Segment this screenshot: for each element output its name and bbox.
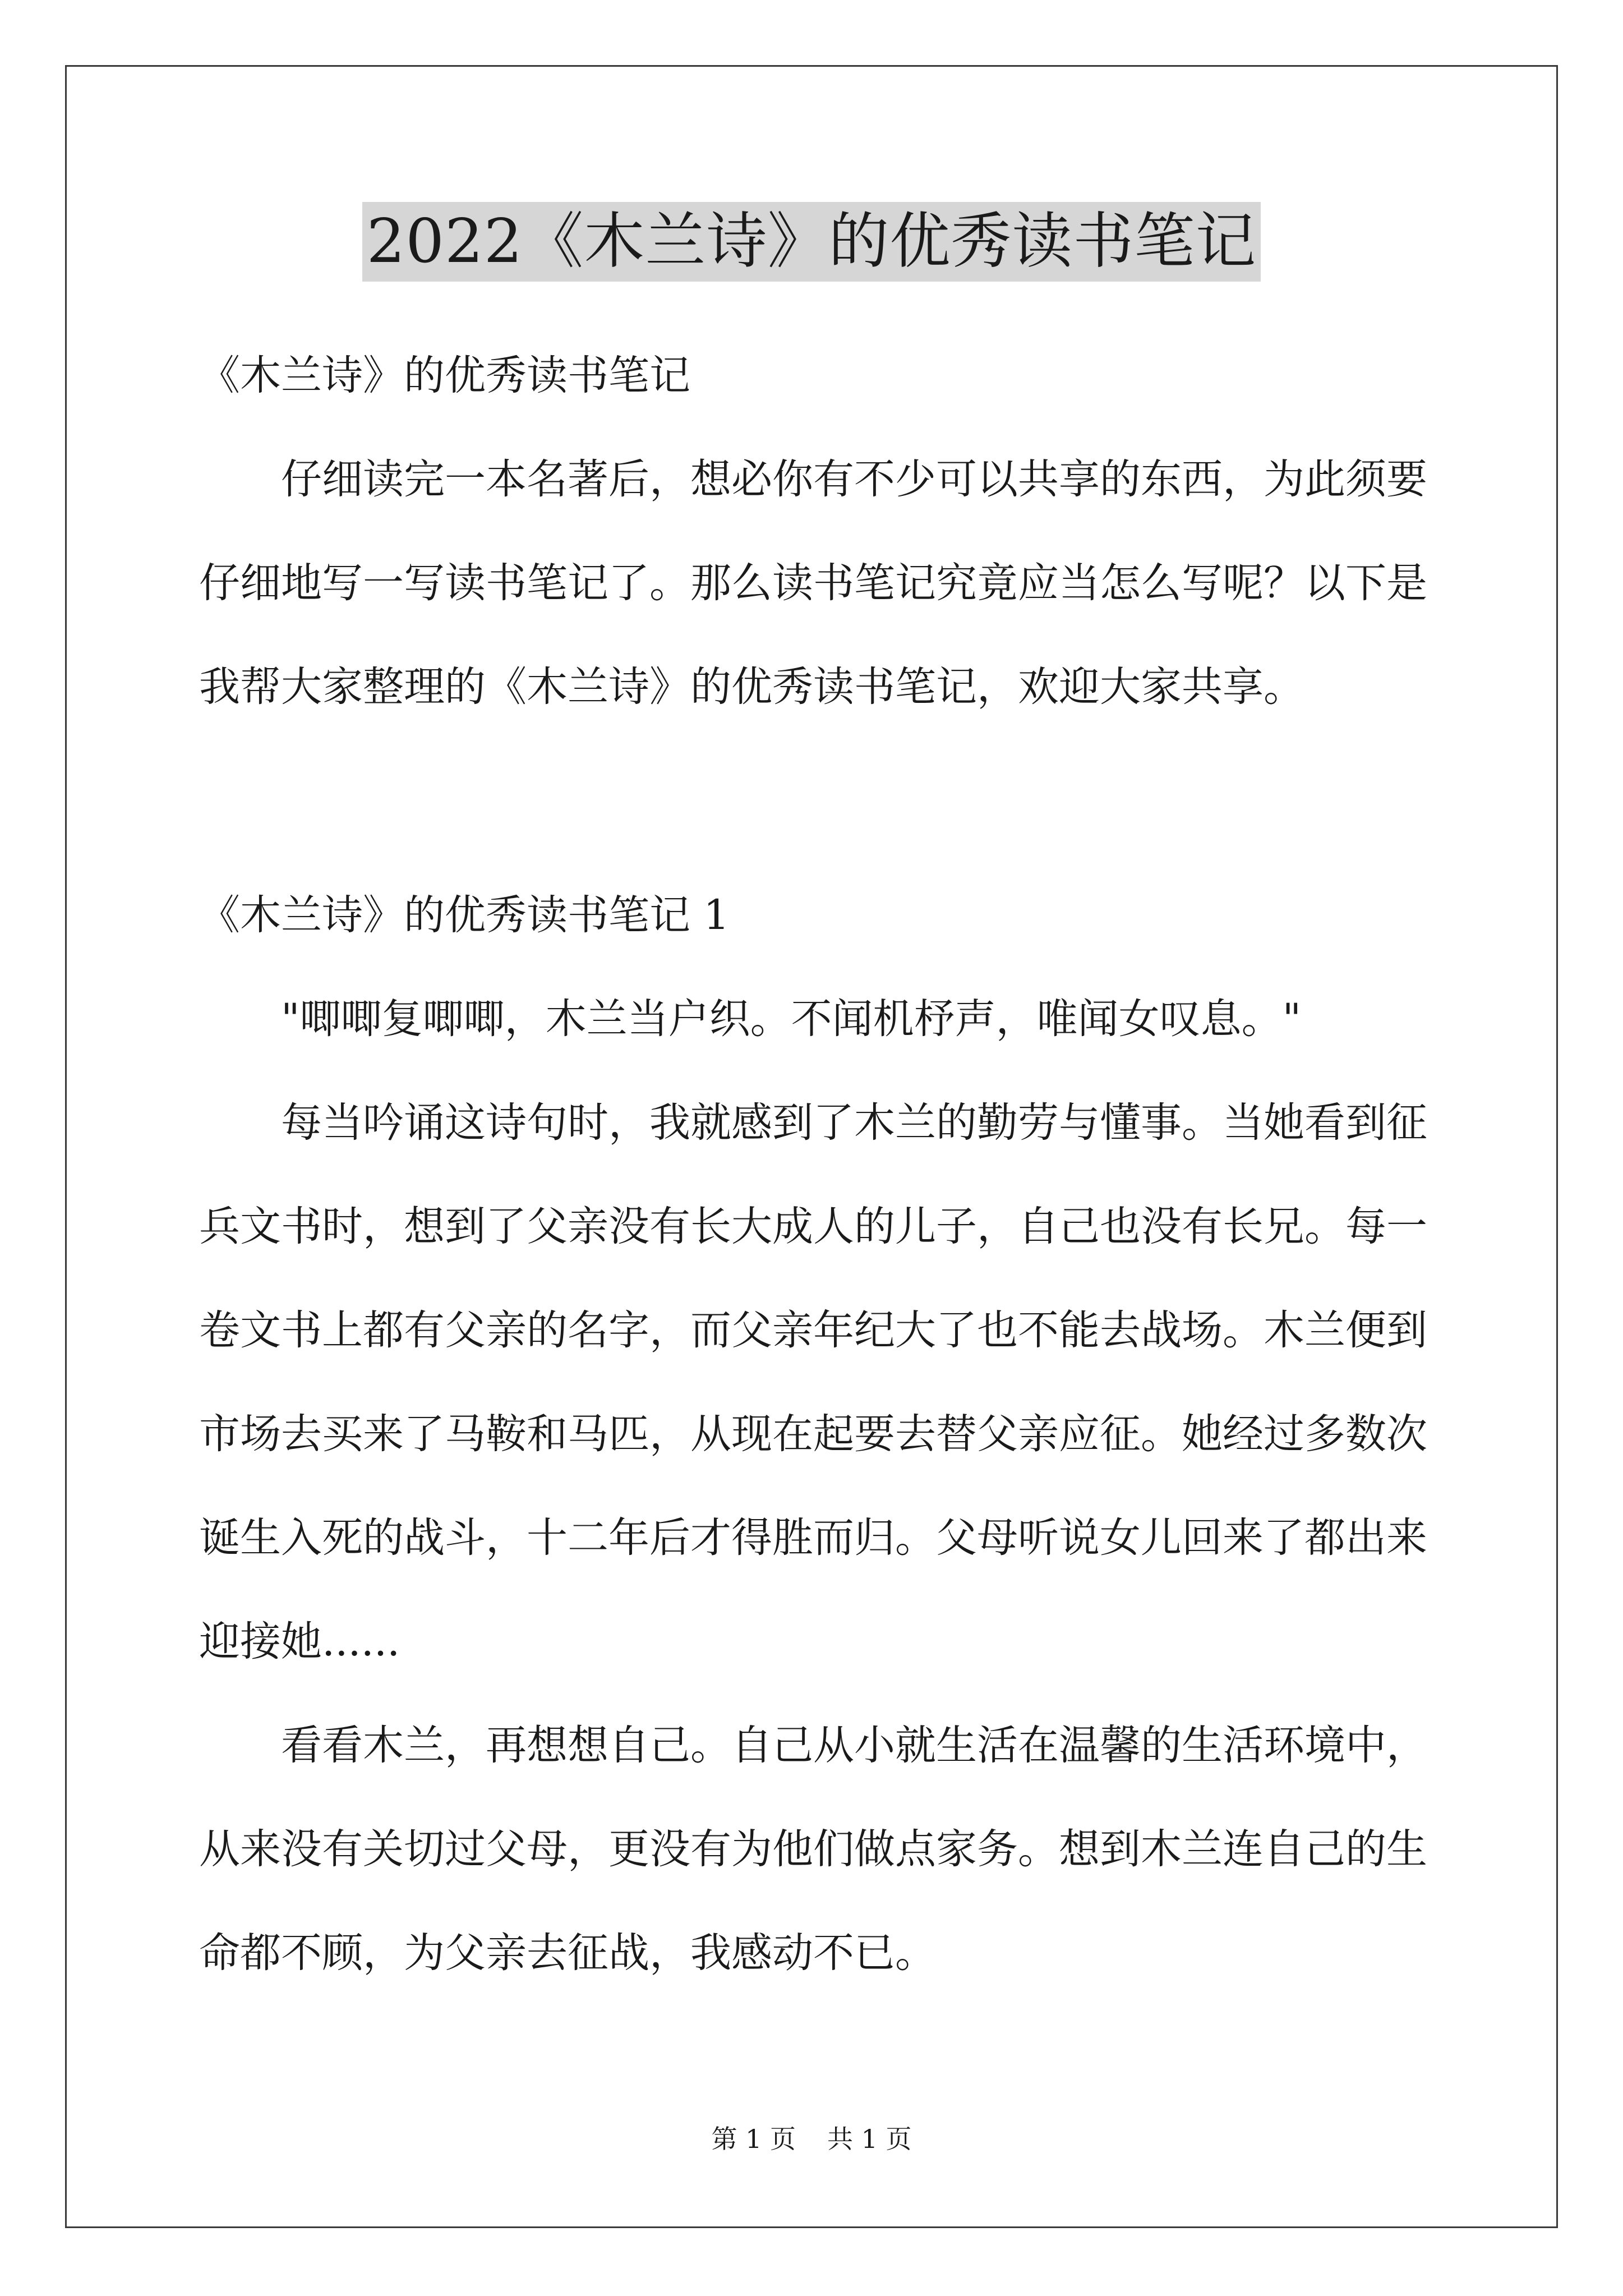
- section-heading-1: 《木兰诗》的优秀读书笔记 1: [199, 891, 730, 939]
- quote-line: "唧唧复唧唧，木兰当户织。不闻机杼声，唯闻女叹息。": [199, 995, 1302, 1043]
- intro-line-2: 仔细地写一写读书笔记了。那么读书笔记究竟应当怎么写呢？以下是: [199, 559, 1427, 607]
- body-line-7: 看看木兰，再想想自己。自己从小就生活在温馨的生活环境中，: [199, 1722, 1427, 1769]
- body-line-9: 命都不顾，为父亲去征战，我感动不已。: [199, 1929, 936, 1977]
- body-line-4: 市场去买来了马鞍和马匹，从现在起要去替父亲应征。她经过多数次: [199, 1410, 1427, 1458]
- intro-line-1: 仔细读完一本名著后，想必你有不少可以共享的东西，为此须要: [199, 455, 1427, 503]
- title-container: [0, 202, 1623, 282]
- body-line-8: 从来没有关切过父母，更没有为他们做点家务。想到木兰连自己的生: [199, 1825, 1427, 1873]
- body-line-5: 诞生入死的战斗，十二年后才得胜而归。父母听说女儿回来了都出来: [199, 1514, 1427, 1562]
- page-total: 共 1 页: [827, 2124, 912, 2154]
- page-number: 第 1 页: [711, 2124, 796, 2154]
- body-line-1: 每当吟诵这诗句时，我就感到了木兰的勤劳与懂事。当她看到征: [199, 1099, 1427, 1147]
- body-line-6: 迎接她......: [199, 1618, 400, 1665]
- intro-line-3: 我帮大家整理的《木兰诗》的优秀读书笔记，欢迎大家共享。: [199, 663, 1304, 711]
- page-footer: [0, 2122, 1623, 2156]
- subtitle-line: 《木兰诗》的优秀读书笔记: [199, 352, 690, 399]
- body-line-3: 卷文书上都有父亲的名字，而父亲年纪大了也不能去战场。木兰便到: [199, 1306, 1427, 1354]
- body-line-2: 兵文书时，想到了父亲没有长大成人的儿子，自己也没有长兄。每一: [199, 1203, 1427, 1250]
- document-title: 2022《木兰诗》的优秀读书笔记: [362, 202, 1261, 282]
